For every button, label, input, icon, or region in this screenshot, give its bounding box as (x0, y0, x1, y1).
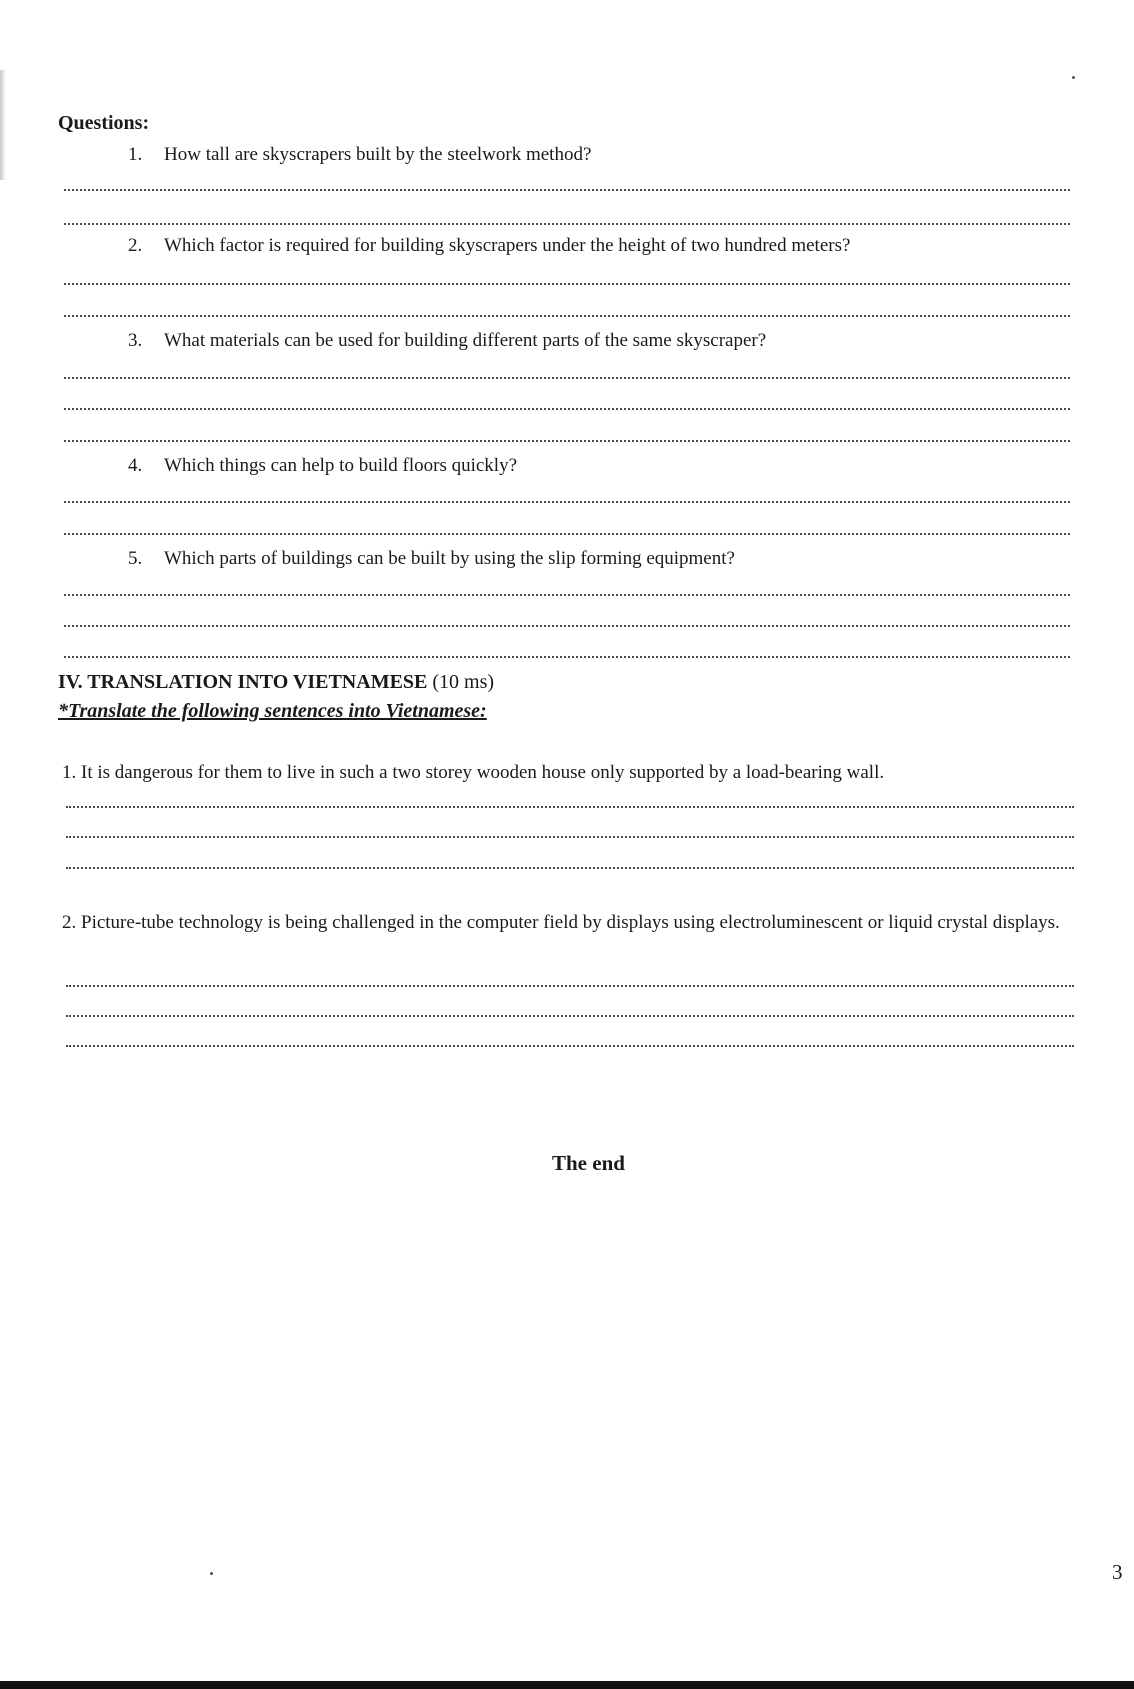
question-text: Which things can help to build floors quickly? (164, 455, 518, 476)
questions-heading: Questions: (58, 112, 150, 134)
answer-line[interactable] (66, 985, 1074, 987)
answer-line[interactable] (64, 440, 1070, 442)
answer-line[interactable] (64, 625, 1070, 627)
answer-line[interactable] (64, 501, 1070, 503)
question-text: Which factor is required for building skyscrapers under the height of two hundred meters? (164, 235, 851, 256)
end-text: The end (552, 1151, 625, 1175)
question-2 (128, 235, 850, 257)
section-heading (58, 671, 494, 694)
section-title: IV. TRANSLATION INTO VIETNAMESE (58, 671, 428, 693)
answer-line[interactable] (64, 223, 1070, 225)
answer-line[interactable] (64, 656, 1070, 658)
question-4 (128, 455, 517, 477)
question-number: 1. (128, 144, 143, 165)
question-5 (128, 548, 735, 570)
question-number: 3. (128, 330, 143, 351)
question-text: How tall are skyscrapers built by the steelwork method? (164, 144, 592, 165)
translation-sentence-1: 1. It is dangerous for them to live in such a two storey wooden house only supported by a load-bearing wall. (62, 762, 885, 783)
section-marks: (10 ms) (432, 671, 495, 693)
question-1 (128, 144, 591, 166)
answer-line[interactable] (66, 1045, 1074, 1047)
answer-line[interactable] (66, 806, 1074, 808)
scan-speck (210, 1572, 213, 1575)
translation-sentence-2: 2. Picture-tube technology is being challenged in the computer field by displays using electroluminescent or liquid crystal displays. (62, 912, 1060, 933)
answer-line[interactable] (64, 594, 1070, 596)
answer-line[interactable] (64, 315, 1070, 317)
answer-line[interactable] (66, 1015, 1074, 1017)
answer-line[interactable] (66, 836, 1074, 838)
scan-edge-shadow (0, 70, 6, 180)
question-number: 2. (128, 235, 143, 256)
page-number: 3 (1112, 1560, 1123, 1584)
answer-line[interactable] (64, 533, 1070, 535)
question-text: What materials can be used for building different parts of the same skyscraper? (164, 330, 767, 351)
question-3 (128, 330, 766, 352)
answer-line[interactable] (64, 189, 1070, 191)
answer-line[interactable] (66, 867, 1074, 869)
question-text: Which parts of buildings can be built by using the slip forming equipment? (164, 548, 735, 569)
question-number: 5. (128, 548, 143, 569)
answer-line[interactable] (64, 283, 1070, 285)
scan-bottom-border (0, 1681, 1134, 1689)
scan-speck (1072, 76, 1075, 79)
answer-line[interactable] (64, 408, 1070, 410)
question-number: 4. (128, 455, 143, 476)
translation-instruction: *Translate the following sentences into Vietnamese: (58, 700, 487, 722)
answer-line[interactable] (64, 377, 1070, 379)
